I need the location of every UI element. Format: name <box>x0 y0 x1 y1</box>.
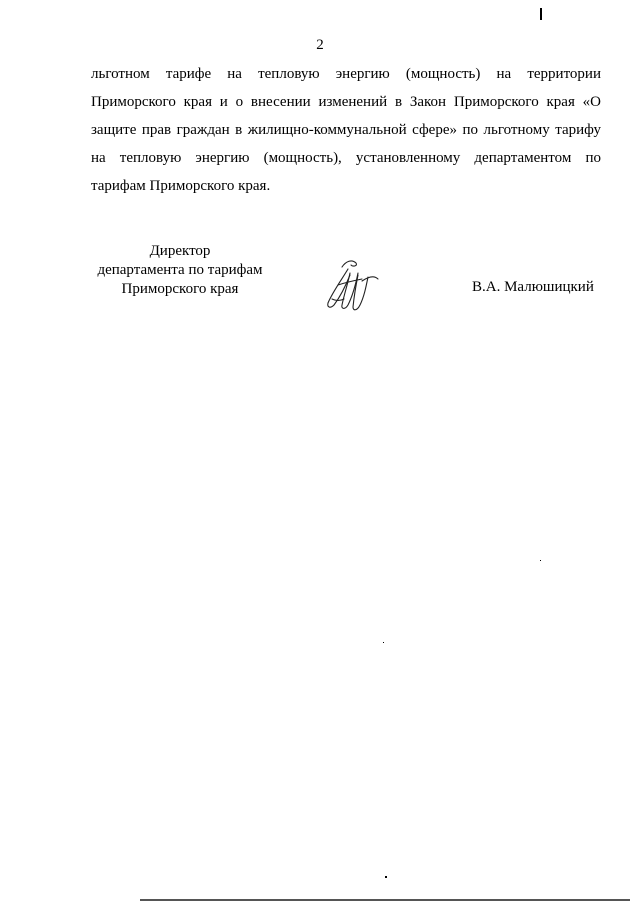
signatory-name: В.А. Малюшицкий <box>472 279 594 295</box>
signatory-title-line: департамента по тарифам <box>97 262 263 278</box>
scan-edge-line <box>140 899 630 901</box>
body-line: тарифам Приморского края. <box>91 178 271 194</box>
handwritten-signature <box>318 255 380 315</box>
body-line: на тепловую энергию (мощность), установленному департаментом по <box>91 150 601 166</box>
scan-artifact-mark <box>540 560 541 561</box>
page-number: 2 <box>316 37 324 53</box>
signatory-title-line: Приморского края <box>121 281 239 297</box>
signatory-title <box>80 242 280 299</box>
scan-artifact-mark <box>385 876 387 878</box>
body-line: защите прав граждан в жилищно-коммунальной сфере» по льготному тарифу <box>91 122 601 138</box>
body-line: льготном тарифе на тепловую энергию (мощность) на территории <box>91 66 601 82</box>
scan-artifact-mark <box>383 642 384 643</box>
signatory-title-line: Директор <box>149 243 211 259</box>
body-paragraph <box>91 60 601 200</box>
scan-artifact-mark <box>540 8 542 20</box>
body-line: Приморского края и о внесении изменений в Закон Приморского края «О <box>91 94 601 110</box>
